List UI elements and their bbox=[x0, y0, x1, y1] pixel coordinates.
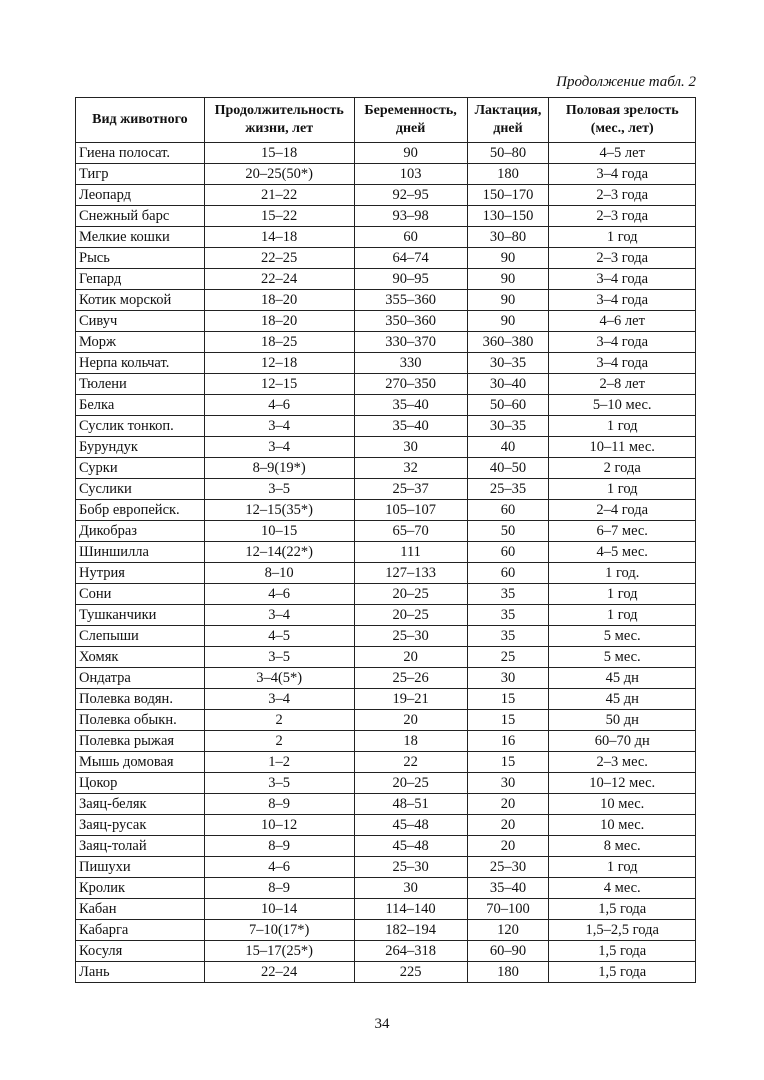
cell-lifespan: 3–4 bbox=[204, 689, 354, 710]
cell-lifespan: 10–15 bbox=[204, 521, 354, 542]
cell-species: Кабарга bbox=[76, 920, 205, 941]
cell-lifespan: 20–25(50*) bbox=[204, 164, 354, 185]
cell-lactation: 20 bbox=[467, 815, 549, 836]
cell-gestation: 32 bbox=[354, 458, 467, 479]
cell-lactation: 60–90 bbox=[467, 941, 549, 962]
table-row bbox=[76, 920, 696, 941]
cell-species: Лань bbox=[76, 962, 205, 983]
cell-gestation: 20 bbox=[354, 647, 467, 668]
animal-data-table bbox=[75, 97, 696, 983]
cell-maturity: 3–4 года bbox=[549, 353, 696, 374]
cell-lifespan: 4–5 bbox=[204, 626, 354, 647]
cell-maturity: 3–4 года bbox=[549, 164, 696, 185]
table-row bbox=[76, 269, 696, 290]
table-row bbox=[76, 143, 696, 164]
cell-lifespan: 22–24 bbox=[204, 962, 354, 983]
cell-lifespan: 3–5 bbox=[204, 773, 354, 794]
cell-gestation: 25–26 bbox=[354, 668, 467, 689]
table-row bbox=[76, 206, 696, 227]
cell-lactation: 15 bbox=[467, 689, 549, 710]
cell-maturity: 2–3 года bbox=[549, 185, 696, 206]
cell-lactation: 20 bbox=[467, 794, 549, 815]
cell-gestation: 182–194 bbox=[354, 920, 467, 941]
cell-species: Дикобраз bbox=[76, 521, 205, 542]
cell-maturity: 1 год bbox=[549, 584, 696, 605]
table-row bbox=[76, 185, 696, 206]
cell-maturity: 2–3 года bbox=[549, 248, 696, 269]
cell-lactation: 25–35 bbox=[467, 479, 549, 500]
cell-lactation: 130–150 bbox=[467, 206, 549, 227]
table-row bbox=[76, 626, 696, 647]
cell-lifespan: 2 bbox=[204, 710, 354, 731]
cell-gestation: 45–48 bbox=[354, 836, 467, 857]
cell-lactation: 40–50 bbox=[467, 458, 549, 479]
table-row bbox=[76, 458, 696, 479]
cell-lifespan: 15–18 bbox=[204, 143, 354, 164]
cell-gestation: 20–25 bbox=[354, 584, 467, 605]
table-row bbox=[76, 836, 696, 857]
cell-maturity: 1 год bbox=[549, 227, 696, 248]
table-row bbox=[76, 248, 696, 269]
table-row bbox=[76, 668, 696, 689]
table-row bbox=[76, 416, 696, 437]
cell-lifespan: 10–14 bbox=[204, 899, 354, 920]
cell-gestation: 64–74 bbox=[354, 248, 467, 269]
cell-lactation: 15 bbox=[467, 752, 549, 773]
cell-lactation: 50–60 bbox=[467, 395, 549, 416]
cell-maturity: 1,5 года bbox=[549, 962, 696, 983]
cell-lifespan: 4–6 bbox=[204, 584, 354, 605]
table-row bbox=[76, 794, 696, 815]
table-row bbox=[76, 500, 696, 521]
cell-gestation: 25–37 bbox=[354, 479, 467, 500]
cell-lactation: 60 bbox=[467, 542, 549, 563]
cell-maturity: 3–4 года bbox=[549, 269, 696, 290]
cell-gestation: 20–25 bbox=[354, 773, 467, 794]
table-row bbox=[76, 374, 696, 395]
header-maturity: Половая зрелость (мес., лет) bbox=[549, 98, 696, 143]
header-lactation: Лактация, дней bbox=[467, 98, 549, 143]
cell-lactation: 30–40 bbox=[467, 374, 549, 395]
cell-lactation: 16 bbox=[467, 731, 549, 752]
cell-gestation: 355–360 bbox=[354, 290, 467, 311]
cell-lifespan: 12–15 bbox=[204, 374, 354, 395]
cell-gestation: 350–360 bbox=[354, 311, 467, 332]
table-row bbox=[76, 563, 696, 584]
cell-species: Бобр европейск. bbox=[76, 500, 205, 521]
cell-species: Тигр bbox=[76, 164, 205, 185]
cell-gestation: 20 bbox=[354, 710, 467, 731]
cell-lactation: 30 bbox=[467, 668, 549, 689]
cell-lifespan: 1–2 bbox=[204, 752, 354, 773]
cell-maturity: 45 дн bbox=[549, 689, 696, 710]
cell-gestation: 20–25 bbox=[354, 605, 467, 626]
cell-lactation: 70–100 bbox=[467, 899, 549, 920]
cell-maturity: 1 год bbox=[549, 605, 696, 626]
cell-maturity: 5 мес. bbox=[549, 626, 696, 647]
table-row bbox=[76, 437, 696, 458]
cell-gestation: 18 bbox=[354, 731, 467, 752]
cell-maturity: 1,5 года bbox=[549, 941, 696, 962]
cell-lifespan: 4–6 bbox=[204, 395, 354, 416]
cell-species: Ондатра bbox=[76, 668, 205, 689]
cell-lifespan: 4–6 bbox=[204, 857, 354, 878]
cell-maturity: 2–8 лет bbox=[549, 374, 696, 395]
cell-lactation: 50–80 bbox=[467, 143, 549, 164]
table-row bbox=[76, 899, 696, 920]
cell-lifespan: 12–15(35*) bbox=[204, 500, 354, 521]
table-row bbox=[76, 479, 696, 500]
cell-lactation: 50 bbox=[467, 521, 549, 542]
table-row bbox=[76, 353, 696, 374]
table-row bbox=[76, 584, 696, 605]
cell-maturity: 50 дн bbox=[549, 710, 696, 731]
cell-maturity: 10–12 мес. bbox=[549, 773, 696, 794]
cell-lifespan: 3–5 bbox=[204, 647, 354, 668]
cell-gestation: 35–40 bbox=[354, 416, 467, 437]
cell-lactation: 90 bbox=[467, 269, 549, 290]
cell-lactation: 25–30 bbox=[467, 857, 549, 878]
cell-species: Суслики bbox=[76, 479, 205, 500]
cell-lactation: 30–35 bbox=[467, 353, 549, 374]
cell-species: Бурундук bbox=[76, 437, 205, 458]
cell-species: Хомяк bbox=[76, 647, 205, 668]
table-row bbox=[76, 647, 696, 668]
cell-species: Цокор bbox=[76, 773, 205, 794]
cell-lifespan: 21–22 bbox=[204, 185, 354, 206]
cell-gestation: 105–107 bbox=[354, 500, 467, 521]
cell-gestation: 60 bbox=[354, 227, 467, 248]
cell-gestation: 225 bbox=[354, 962, 467, 983]
cell-gestation: 90 bbox=[354, 143, 467, 164]
cell-gestation: 25–30 bbox=[354, 626, 467, 647]
cell-species: Сони bbox=[76, 584, 205, 605]
cell-lifespan: 7–10(17*) bbox=[204, 920, 354, 941]
cell-gestation: 22 bbox=[354, 752, 467, 773]
table-row bbox=[76, 752, 696, 773]
table-row bbox=[76, 395, 696, 416]
table-row bbox=[76, 227, 696, 248]
cell-lifespan: 18–25 bbox=[204, 332, 354, 353]
cell-maturity: 1,5 года bbox=[549, 899, 696, 920]
cell-maturity: 4–5 лет bbox=[549, 143, 696, 164]
cell-species: Косуля bbox=[76, 941, 205, 962]
cell-species: Нутрия bbox=[76, 563, 205, 584]
cell-gestation: 90–95 bbox=[354, 269, 467, 290]
table-row bbox=[76, 773, 696, 794]
cell-maturity: 10 мес. bbox=[549, 794, 696, 815]
cell-lifespan: 18–20 bbox=[204, 290, 354, 311]
cell-lifespan: 22–25 bbox=[204, 248, 354, 269]
header-gestation: Беременность, дней bbox=[354, 98, 467, 143]
cell-maturity: 1 год. bbox=[549, 563, 696, 584]
cell-lifespan: 10–12 bbox=[204, 815, 354, 836]
cell-gestation: 65–70 bbox=[354, 521, 467, 542]
cell-species: Тушканчики bbox=[76, 605, 205, 626]
cell-species: Снежный барс bbox=[76, 206, 205, 227]
cell-species: Нерпа кольчат. bbox=[76, 353, 205, 374]
table-row bbox=[76, 290, 696, 311]
cell-gestation: 30 bbox=[354, 437, 467, 458]
cell-species: Тюлени bbox=[76, 374, 205, 395]
cell-maturity: 8 мес. bbox=[549, 836, 696, 857]
cell-lactation: 120 bbox=[467, 920, 549, 941]
table-row bbox=[76, 857, 696, 878]
cell-maturity: 6–7 мес. bbox=[549, 521, 696, 542]
cell-lactation: 20 bbox=[467, 836, 549, 857]
table-row bbox=[76, 542, 696, 563]
page-number: 34 bbox=[374, 1016, 390, 1032]
cell-species: Полевка рыжая bbox=[76, 731, 205, 752]
cell-species: Заяц-толай bbox=[76, 836, 205, 857]
cell-lifespan: 14–18 bbox=[204, 227, 354, 248]
cell-lifespan: 8–9 bbox=[204, 878, 354, 899]
cell-lactation: 40 bbox=[467, 437, 549, 458]
cell-lifespan: 8–9(19*) bbox=[204, 458, 354, 479]
cell-maturity: 3–4 года bbox=[549, 332, 696, 353]
cell-species: Гепард bbox=[76, 269, 205, 290]
cell-maturity: 4 мес. bbox=[549, 878, 696, 899]
cell-lifespan: 3–4(5*) bbox=[204, 668, 354, 689]
cell-maturity: 10 мес. bbox=[549, 815, 696, 836]
cell-lactation: 90 bbox=[467, 290, 549, 311]
cell-lifespan: 18–20 bbox=[204, 311, 354, 332]
cell-lifespan: 2 bbox=[204, 731, 354, 752]
cell-species: Полевка водян. bbox=[76, 689, 205, 710]
cell-maturity: 1 год bbox=[549, 857, 696, 878]
cell-maturity: 60–70 дн bbox=[549, 731, 696, 752]
cell-maturity: 2–3 года bbox=[549, 206, 696, 227]
table-row bbox=[76, 731, 696, 752]
cell-lactation: 90 bbox=[467, 248, 549, 269]
cell-species: Морж bbox=[76, 332, 205, 353]
cell-maturity: 1 год bbox=[549, 479, 696, 500]
cell-gestation: 264–318 bbox=[354, 941, 467, 962]
table-row bbox=[76, 605, 696, 626]
cell-lifespan: 22–24 bbox=[204, 269, 354, 290]
cell-species: Белка bbox=[76, 395, 205, 416]
cell-gestation: 25–30 bbox=[354, 857, 467, 878]
cell-lactation: 30 bbox=[467, 773, 549, 794]
table-row bbox=[76, 521, 696, 542]
cell-gestation: 270–350 bbox=[354, 374, 467, 395]
cell-lifespan: 3–4 bbox=[204, 437, 354, 458]
cell-lactation: 180 bbox=[467, 962, 549, 983]
table-row bbox=[76, 710, 696, 731]
table-row bbox=[76, 311, 696, 332]
table-row bbox=[76, 689, 696, 710]
cell-maturity: 5 мес. bbox=[549, 647, 696, 668]
table-row bbox=[76, 878, 696, 899]
cell-maturity: 1,5–2,5 года bbox=[549, 920, 696, 941]
cell-maturity: 1 год bbox=[549, 416, 696, 437]
cell-gestation: 93–98 bbox=[354, 206, 467, 227]
table-header-row bbox=[76, 98, 696, 143]
cell-lactation: 30–35 bbox=[467, 416, 549, 437]
table-row bbox=[76, 815, 696, 836]
cell-species: Шиншилла bbox=[76, 542, 205, 563]
cell-species: Слепыши bbox=[76, 626, 205, 647]
cell-lifespan: 15–22 bbox=[204, 206, 354, 227]
cell-lifespan: 8–10 bbox=[204, 563, 354, 584]
cell-lactation: 35 bbox=[467, 605, 549, 626]
table-caption: Продолжение табл. 2 bbox=[556, 74, 696, 90]
cell-gestation: 103 bbox=[354, 164, 467, 185]
cell-lactation: 360–380 bbox=[467, 332, 549, 353]
cell-gestation: 127–133 bbox=[354, 563, 467, 584]
cell-gestation: 330 bbox=[354, 353, 467, 374]
cell-species: Гиена полосат. bbox=[76, 143, 205, 164]
cell-lactation: 180 bbox=[467, 164, 549, 185]
table-row bbox=[76, 962, 696, 983]
cell-lifespan: 8–9 bbox=[204, 794, 354, 815]
cell-gestation: 111 bbox=[354, 542, 467, 563]
cell-gestation: 30 bbox=[354, 878, 467, 899]
cell-gestation: 330–370 bbox=[354, 332, 467, 353]
cell-maturity: 4–6 лет bbox=[549, 311, 696, 332]
cell-maturity: 2–4 года bbox=[549, 500, 696, 521]
cell-lifespan: 15–17(25*) bbox=[204, 941, 354, 962]
cell-species: Пишухи bbox=[76, 857, 205, 878]
cell-species: Заяц-русак bbox=[76, 815, 205, 836]
cell-lactation: 90 bbox=[467, 311, 549, 332]
cell-maturity: 5–10 мес. bbox=[549, 395, 696, 416]
header-species: Вид животного bbox=[76, 98, 205, 143]
cell-gestation: 92–95 bbox=[354, 185, 467, 206]
cell-species: Мышь домовая bbox=[76, 752, 205, 773]
cell-species: Суслик тонкоп. bbox=[76, 416, 205, 437]
cell-lifespan: 3–5 bbox=[204, 479, 354, 500]
table-row bbox=[76, 941, 696, 962]
cell-maturity: 3–4 года bbox=[549, 290, 696, 311]
cell-lactation: 60 bbox=[467, 500, 549, 521]
cell-lifespan: 12–18 bbox=[204, 353, 354, 374]
cell-lactation: 35 bbox=[467, 584, 549, 605]
cell-species: Кабан bbox=[76, 899, 205, 920]
cell-species: Рысь bbox=[76, 248, 205, 269]
cell-maturity: 2 года bbox=[549, 458, 696, 479]
cell-gestation: 48–51 bbox=[354, 794, 467, 815]
cell-species: Мелкие кошки bbox=[76, 227, 205, 248]
cell-lactation: 15 bbox=[467, 710, 549, 731]
cell-maturity: 10–11 мес. bbox=[549, 437, 696, 458]
table-row bbox=[76, 164, 696, 185]
cell-lactation: 35 bbox=[467, 626, 549, 647]
cell-gestation: 45–48 bbox=[354, 815, 467, 836]
cell-gestation: 35–40 bbox=[354, 395, 467, 416]
cell-gestation: 114–140 bbox=[354, 899, 467, 920]
cell-lifespan: 8–9 bbox=[204, 836, 354, 857]
cell-maturity: 45 дн bbox=[549, 668, 696, 689]
cell-species: Сурки bbox=[76, 458, 205, 479]
cell-species: Полевка обыкн. bbox=[76, 710, 205, 731]
cell-species: Заяц-беляк bbox=[76, 794, 205, 815]
cell-lactation: 25 bbox=[467, 647, 549, 668]
cell-maturity: 2–3 мес. bbox=[549, 752, 696, 773]
cell-lactation: 35–40 bbox=[467, 878, 549, 899]
cell-lifespan: 3–4 bbox=[204, 605, 354, 626]
cell-species: Сивуч bbox=[76, 311, 205, 332]
cell-lactation: 150–170 bbox=[467, 185, 549, 206]
cell-species: Леопард bbox=[76, 185, 205, 206]
cell-species: Кролик bbox=[76, 878, 205, 899]
table-row bbox=[76, 332, 696, 353]
cell-gestation: 19–21 bbox=[354, 689, 467, 710]
header-lifespan: Продолжительность жизни, лет bbox=[204, 98, 354, 143]
cell-lifespan: 12–14(22*) bbox=[204, 542, 354, 563]
cell-lactation: 30–80 bbox=[467, 227, 549, 248]
cell-lactation: 60 bbox=[467, 563, 549, 584]
cell-species: Котик морской bbox=[76, 290, 205, 311]
cell-maturity: 4–5 мес. bbox=[549, 542, 696, 563]
cell-lifespan: 3–4 bbox=[204, 416, 354, 437]
